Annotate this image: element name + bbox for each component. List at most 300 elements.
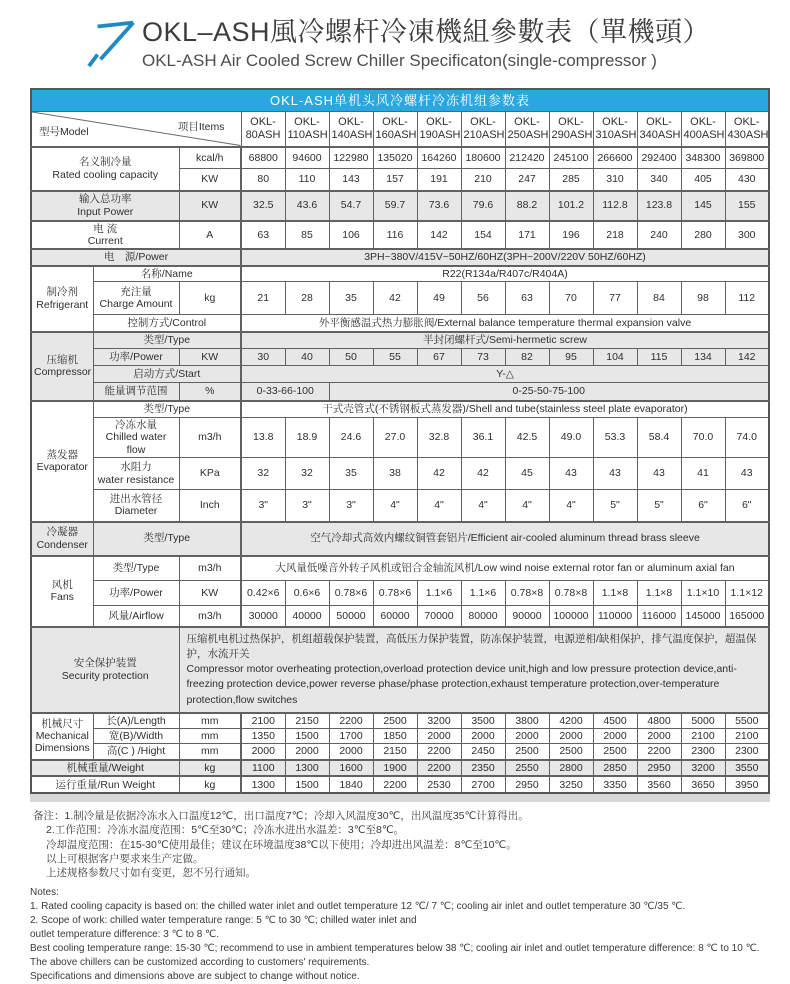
value-cell: 42.5 [505, 418, 549, 458]
value-cell: 112.8 [593, 191, 637, 221]
value-cell: 245100 [549, 147, 593, 169]
value-cell: 90000 [505, 606, 549, 627]
value-cell: 4500 [593, 713, 637, 729]
unit-cell: KW [179, 191, 241, 221]
table-row [31, 249, 769, 265]
value-cell: 3200 [681, 760, 725, 776]
value-cell: 3" [285, 490, 329, 522]
value-cell: 2850 [593, 760, 637, 776]
value-cell: 0.78×8 [549, 581, 593, 606]
row-label-cell: 冷冻水量 Chilled water flow [93, 418, 179, 458]
row-label-cell: 能量调节范围 [93, 383, 179, 401]
row-label-cell: 控制方式/Control [93, 315, 241, 332]
value-cell: 1900 [373, 760, 417, 776]
value-cell: 116 [373, 221, 417, 250]
note-line: Notes: [30, 886, 59, 898]
value-cell: 74.0 [725, 418, 769, 458]
value-cell: 2000 [549, 729, 593, 744]
value-cell: 2000 [505, 729, 549, 744]
section-label-cell: 机械尺寸 Mechanical Dimensions [31, 713, 93, 760]
model-header-cell: OKL- 190ASH [417, 112, 461, 147]
value-cell: 292400 [637, 147, 681, 169]
notes-zh [33, 809, 770, 880]
value-cell: 2700 [461, 776, 505, 793]
value-cell: 98 [681, 282, 725, 315]
row-label-cell: 类型/Type [93, 522, 241, 556]
unit-cell: mm [179, 713, 241, 729]
value-cell: 4" [461, 490, 505, 522]
section-label-cell: 蒸发器 Evaporator [31, 401, 93, 522]
value-cell: 0.42×6 [241, 581, 285, 606]
value-cell: 2550 [505, 760, 549, 776]
section-label-cell: 压缩机 Compressor [31, 332, 93, 401]
unit-cell: m3/h [179, 556, 241, 581]
table-row [31, 147, 769, 169]
value-cell: 2800 [549, 760, 593, 776]
value-cell: 80000 [461, 606, 505, 627]
value-cell: 6" [725, 490, 769, 522]
value-cell: 240 [637, 221, 681, 250]
value-cell: 2530 [417, 776, 461, 793]
value-cell: 2100 [681, 729, 725, 744]
model-header-cell: OKL- 290ASH [549, 112, 593, 147]
unit-cell: mm [179, 729, 241, 744]
corner-model-label: 型号Model [39, 125, 89, 138]
value-cell: 27.0 [373, 418, 417, 458]
note-line: 2.工作范围：冷冻水温度范围：5℃至30℃；冷冻水进出水温差：3℃至8℃。 [46, 824, 405, 837]
value-cell: 3200 [417, 713, 461, 729]
unit-cell: A [179, 221, 241, 250]
value-cell: 30000 [241, 606, 285, 627]
unit-cell: KPa [179, 458, 241, 490]
table-banner: OKL-ASH单机头风冷螺杆冷冻机组参数表 [31, 89, 769, 112]
value-cell: 2200 [417, 744, 461, 760]
unit-cell: kcal/h [179, 147, 241, 169]
value-cell: 247 [505, 169, 549, 191]
value-cell: 1500 [285, 729, 329, 744]
value-cell: 95 [549, 349, 593, 366]
value-cell: 4800 [637, 713, 681, 729]
value-cell: 32.5 [241, 191, 285, 221]
row-label-cell: 类型/Type [93, 401, 241, 418]
value-cell: 369800 [725, 147, 769, 169]
value-cell: 2500 [373, 713, 417, 729]
value-cell: 218 [593, 221, 637, 250]
unit-cell: kg [179, 282, 241, 315]
model-header-row [31, 112, 769, 147]
value-cell: 49.0 [549, 418, 593, 458]
row-label-cell: 机械重量/Weight [31, 760, 179, 776]
table-row [31, 581, 769, 606]
value-cell: 2500 [593, 744, 637, 760]
model-header-cell: OKL- 430ASH [725, 112, 769, 147]
value-cell: 3800 [505, 713, 549, 729]
value-cell: 2000 [329, 744, 373, 760]
row-label-cell: 充注量 Charge Amount [93, 282, 179, 315]
value-cell: 73 [461, 349, 505, 366]
value-cell: 60000 [373, 606, 417, 627]
value-cell: 80 [241, 169, 285, 191]
value-cell: 1.1×12 [725, 581, 769, 606]
value-cell: 180600 [461, 147, 505, 169]
value-cell: 145000 [681, 606, 725, 627]
row-label-cell: 功率/Power [93, 349, 179, 366]
value-cell: 32 [285, 458, 329, 490]
value-cell: 3500 [461, 713, 505, 729]
value-cell: 2450 [461, 744, 505, 760]
value-cell: 41 [681, 458, 725, 490]
value-cell: 6" [681, 490, 725, 522]
row-label-cell: 水阻力 water resistance [93, 458, 179, 490]
value-cell: 1.1×6 [461, 581, 505, 606]
value-cell: 2100 [725, 729, 769, 744]
table-banner-row [31, 89, 769, 112]
value-cell: 123.8 [637, 191, 681, 221]
value-cell: 50000 [329, 606, 373, 627]
table-row [31, 332, 769, 349]
notes-en [30, 886, 770, 984]
value-cell: 1700 [329, 729, 373, 744]
model-header-cell: OKL- 210ASH [461, 112, 505, 147]
row-label-cell: 输入总功率 Input Power [31, 191, 179, 221]
value-cell: 79.6 [461, 191, 505, 221]
value-cell: 84 [637, 282, 681, 315]
merged-value-cell: 半封闭螺杆式/Semi-hermetic screw [241, 332, 769, 349]
note-line: Best cooling temperature range: 15-30 ℃; recommend to use in ambient temperatures below 38 ℃; cooling air inlet and outlet temperature difference: 8 ℃ to 10 ℃. [30, 942, 760, 954]
row-label-cell: 长(A)/Length [93, 713, 179, 729]
value-cell: 94600 [285, 147, 329, 169]
unit-cell: % [179, 383, 241, 401]
section-label-cell: 制冷剂 Refrigerant [31, 266, 93, 332]
row-label-cell: 高(C ) /Hight [93, 744, 179, 760]
value-cell: 42 [417, 458, 461, 490]
table-row [31, 418, 769, 458]
model-header-cell: OKL- 140ASH [329, 112, 373, 147]
page-header [30, 0, 770, 88]
value-cell: 3550 [725, 760, 769, 776]
value-cell: 67 [417, 349, 461, 366]
value-cell: 42 [373, 282, 417, 315]
value-cell: 63 [505, 282, 549, 315]
value-cell: 285 [549, 169, 593, 191]
value-cell: 104 [593, 349, 637, 366]
note-line: 上述规格参数尺寸如有变更，恕不另行通知。 [46, 867, 256, 880]
value-cell: 155 [725, 191, 769, 221]
value-cell: 112 [725, 282, 769, 315]
value-cell: 13.8 [241, 418, 285, 458]
value-cell: 5500 [725, 713, 769, 729]
value-cell: 280 [681, 221, 725, 250]
value-cell: 3650 [681, 776, 725, 793]
value-cell: 110000 [593, 606, 637, 627]
value-cell: 18.9 [285, 418, 329, 458]
model-header-cell: OKL- 110ASH [285, 112, 329, 147]
value-cell: 5" [593, 490, 637, 522]
value-cell: 2100 [241, 713, 285, 729]
value-cell: 191 [417, 169, 461, 191]
value-cell: 43 [593, 458, 637, 490]
merged-value-cell: 大风量低噪音外转子风机或铝合金轴流风机/Low wind noise external rotor fan or aluminum axial fan [241, 556, 769, 581]
table-row [31, 776, 769, 793]
row-label-cell: 安全保护装置 Security protection [31, 627, 179, 713]
value-cell: 3" [241, 490, 285, 522]
table-row [31, 760, 769, 776]
value-cell: 63 [241, 221, 285, 250]
value-cell: 100000 [549, 606, 593, 627]
value-cell: 1300 [285, 760, 329, 776]
value-cell: 142 [725, 349, 769, 366]
note-line: 冷却温度范围：在15-30℃使用最佳；建议在环境温度38℃以下使用；冷却进出风温差：8℃至10℃。 [46, 838, 517, 851]
note-line: 2. Scope of work: chilled water temperature range: 5 ℃ to 30 ℃; chilled water inlet and [30, 914, 417, 926]
value-cell: 212420 [505, 147, 549, 169]
corner-items-label: 项目Items [177, 120, 225, 133]
model-header-cell: OKL- 250ASH [505, 112, 549, 147]
value-cell: 2000 [593, 729, 637, 744]
row-label-cell: 类型/Type [93, 556, 179, 581]
merged-value-cell: 干式壳管式(不锈钢板式蒸发器)/Shell and tube(stainless steel plate evaporator) [241, 401, 769, 418]
value-cell: 32 [241, 458, 285, 490]
row-label-cell: 名义制冷量 Rated cooling capacity [31, 147, 179, 191]
value-cell: 43 [549, 458, 593, 490]
value-cell: 196 [549, 221, 593, 250]
table-row [31, 191, 769, 221]
value-cell: 4200 [549, 713, 593, 729]
spec-table [30, 88, 770, 794]
value-cell: 40 [285, 349, 329, 366]
value-cell: 3250 [549, 776, 593, 793]
table-row [31, 522, 769, 556]
value-cell: 2000 [417, 729, 461, 744]
note-line: Specifications and dimensions above are subject to change without notice. [30, 970, 360, 982]
unit-cell: KW [179, 581, 241, 606]
arrow-up-right-icon [85, 13, 143, 69]
value-cell: 82 [505, 349, 549, 366]
table-row [31, 221, 769, 250]
value-cell: 58.4 [637, 418, 681, 458]
corner-cell [31, 112, 241, 147]
value-cell: 171 [505, 221, 549, 250]
unit-cell: KW [179, 169, 241, 191]
value-cell: 2200 [329, 713, 373, 729]
table-row [31, 282, 769, 315]
unit-cell: Inch [179, 490, 241, 522]
value-cell: 70.0 [681, 418, 725, 458]
value-cell: 42 [461, 458, 505, 490]
row-label-cell: 进出水管径 Diameter [93, 490, 179, 522]
value-cell: 1.1×10 [681, 581, 725, 606]
row-label-cell: 电 源/Power [31, 249, 241, 265]
value-cell: 50 [329, 349, 373, 366]
value-cell: 55 [373, 349, 417, 366]
merged-value-cell: 压缩机电机过热保护，机组超载保护装置，高低压力保护装置，防冻保护装置，电源逆相/缺相保护，排气温度保护，超温保护，水流开关 Compressor motor overheating protection,overload protection device unit,high and low pressure protection device,anti-freezing protection device,power reverse phase/phase protection,exhaust temperature protection,over-temperature protection,flow switches [179, 627, 769, 713]
value-cell: 110 [285, 169, 329, 191]
value-cell: 49 [417, 282, 461, 315]
value-cell: 5000 [681, 713, 725, 729]
value-cell: 1500 [285, 776, 329, 793]
row-label-cell: 类型/Type [93, 332, 241, 349]
merged-value-cell: 0-25-50-75-100 [329, 383, 769, 401]
value-cell: 24.6 [329, 418, 373, 458]
value-cell: 1.1×8 [593, 581, 637, 606]
value-cell: 1.1×8 [637, 581, 681, 606]
value-cell: 2000 [461, 729, 505, 744]
note-line: The above chillers can be customized according to customers' requirements. [30, 956, 370, 968]
page-title-en: OKL-ASH Air Cooled Screw Chiller Specificaton(single-compressor ) [142, 51, 657, 70]
value-cell: 101.2 [549, 191, 593, 221]
unit-cell: m3/h [179, 418, 241, 458]
value-cell: 0.78×8 [505, 581, 549, 606]
value-cell: 4" [373, 490, 417, 522]
value-cell: 35 [329, 282, 373, 315]
row-label-cell: 运行重量/Run Weight [31, 776, 179, 793]
value-cell: 430 [725, 169, 769, 191]
value-cell: 405 [681, 169, 725, 191]
value-cell: 2000 [285, 744, 329, 760]
value-cell: 73.6 [417, 191, 461, 221]
value-cell: 348300 [681, 147, 725, 169]
unit-cell: kg [179, 760, 241, 776]
row-label-cell: 启动方式/Start [93, 366, 241, 383]
value-cell: 4" [549, 490, 593, 522]
table-row [31, 315, 769, 332]
value-cell: 2300 [725, 744, 769, 760]
table-row [31, 627, 769, 713]
note-line: outlet temperature difference: 3 ℃ to 8 ℃. [30, 928, 220, 940]
value-cell: 21 [241, 282, 285, 315]
value-cell: 310 [593, 169, 637, 191]
value-cell: 85 [285, 221, 329, 250]
value-cell: 134 [681, 349, 725, 366]
value-cell: 145 [681, 191, 725, 221]
value-cell: 2950 [505, 776, 549, 793]
value-cell: 1100 [241, 760, 285, 776]
value-cell: 157 [373, 169, 417, 191]
value-cell: 2150 [285, 713, 329, 729]
value-cell: 3950 [725, 776, 769, 793]
table-row [31, 713, 769, 729]
value-cell: 2200 [637, 744, 681, 760]
merged-value-cell: R22(R134a/R407c/R404A) [241, 266, 769, 282]
row-label-cell: 风量/Airflow [93, 606, 179, 627]
model-header-cell: OKL- 340ASH [637, 112, 681, 147]
value-cell: 0.78×6 [373, 581, 417, 606]
value-cell: 28 [285, 282, 329, 315]
note-line: 备注：1.制冷量是依据冷冻水入口温度12℃，出口温度7℃；冷却入风温度30℃，出风温度35℃计算得出。 [33, 810, 529, 823]
value-cell: 43 [725, 458, 769, 490]
value-cell: 143 [329, 169, 373, 191]
value-cell: 0.6×6 [285, 581, 329, 606]
unit-cell: KW [179, 349, 241, 366]
value-cell: 4" [417, 490, 461, 522]
value-cell: 1350 [241, 729, 285, 744]
row-label-cell: 名称/Name [93, 266, 241, 282]
value-cell: 3560 [637, 776, 681, 793]
value-cell: 45 [505, 458, 549, 490]
model-header-cell: OKL- 400ASH [681, 112, 725, 147]
table-row [31, 458, 769, 490]
value-cell: 2950 [637, 760, 681, 776]
table-row [31, 729, 769, 744]
value-cell: 35 [329, 458, 373, 490]
value-cell: 0.78×6 [329, 581, 373, 606]
value-cell: 1300 [241, 776, 285, 793]
value-cell: 38 [373, 458, 417, 490]
table-row [31, 606, 769, 627]
table-footer-band [30, 794, 770, 802]
value-cell: 164260 [417, 147, 461, 169]
value-cell: 3350 [593, 776, 637, 793]
value-cell: 70000 [417, 606, 461, 627]
value-cell: 115 [637, 349, 681, 366]
model-header-cell: OKL- 80ASH [241, 112, 285, 147]
note-line: 以上可根据客户要求来生产定做。 [46, 853, 204, 866]
table-row [31, 556, 769, 581]
value-cell: 300 [725, 221, 769, 250]
value-cell: 5" [637, 490, 681, 522]
value-cell: 165000 [725, 606, 769, 627]
value-cell: 4" [505, 490, 549, 522]
value-cell: 56 [461, 282, 505, 315]
value-cell: 210 [461, 169, 505, 191]
merged-value-cell: 外平衡感温式热力膨胀阀/External balance temperature thermal expansion valve [241, 315, 769, 332]
row-label-cell: 功率/Power [93, 581, 179, 606]
value-cell: 2500 [549, 744, 593, 760]
value-cell: 32.8 [417, 418, 461, 458]
value-cell: 43.6 [285, 191, 329, 221]
value-cell: 266600 [593, 147, 637, 169]
value-cell: 2200 [373, 776, 417, 793]
unit-cell: kg [179, 776, 241, 793]
merged-value-cell: 0-33-66-100 [241, 383, 329, 401]
value-cell: 122980 [329, 147, 373, 169]
section-label-cell: 冷凝器 Condenser [31, 522, 93, 556]
value-cell: 53.3 [593, 418, 637, 458]
value-cell: 2000 [637, 729, 681, 744]
value-cell: 43 [637, 458, 681, 490]
value-cell: 135020 [373, 147, 417, 169]
table-row [31, 349, 769, 366]
value-cell: 106 [329, 221, 373, 250]
table-row [31, 744, 769, 760]
merged-value-cell: Y-△ [241, 366, 769, 383]
value-cell: 40000 [285, 606, 329, 627]
value-cell: 3" [329, 490, 373, 522]
value-cell: 77 [593, 282, 637, 315]
merged-value-cell: 3PH~380V/415V~50HZ/60HZ(3PH~200V/220V 50HZ/60HZ) [241, 249, 769, 265]
value-cell: 1850 [373, 729, 417, 744]
value-cell: 116000 [637, 606, 681, 627]
value-cell: 2200 [417, 760, 461, 776]
value-cell: 36.1 [461, 418, 505, 458]
title-block [142, 0, 770, 71]
unit-cell: mm [179, 744, 241, 760]
value-cell: 154 [461, 221, 505, 250]
value-cell: 68800 [241, 147, 285, 169]
table-row [31, 490, 769, 522]
value-cell: 1.1×6 [417, 581, 461, 606]
note-line: 1. Rated cooling capacity is based on: the chilled water inlet and outlet temperature 12 ℃/ 7 ℃; cooling air inlet and outlet temperature 30 ℃/35 ℃. [30, 900, 686, 912]
value-cell: 2500 [505, 744, 549, 760]
value-cell: 88.2 [505, 191, 549, 221]
value-cell: 2150 [373, 744, 417, 760]
value-cell: 30 [241, 349, 285, 366]
section-label-cell: 风机 Fans [31, 556, 93, 627]
table-row [31, 366, 769, 383]
value-cell: 2300 [681, 744, 725, 760]
table-row [31, 383, 769, 401]
row-label-cell: 电 流 Current [31, 221, 179, 250]
value-cell: 2350 [461, 760, 505, 776]
